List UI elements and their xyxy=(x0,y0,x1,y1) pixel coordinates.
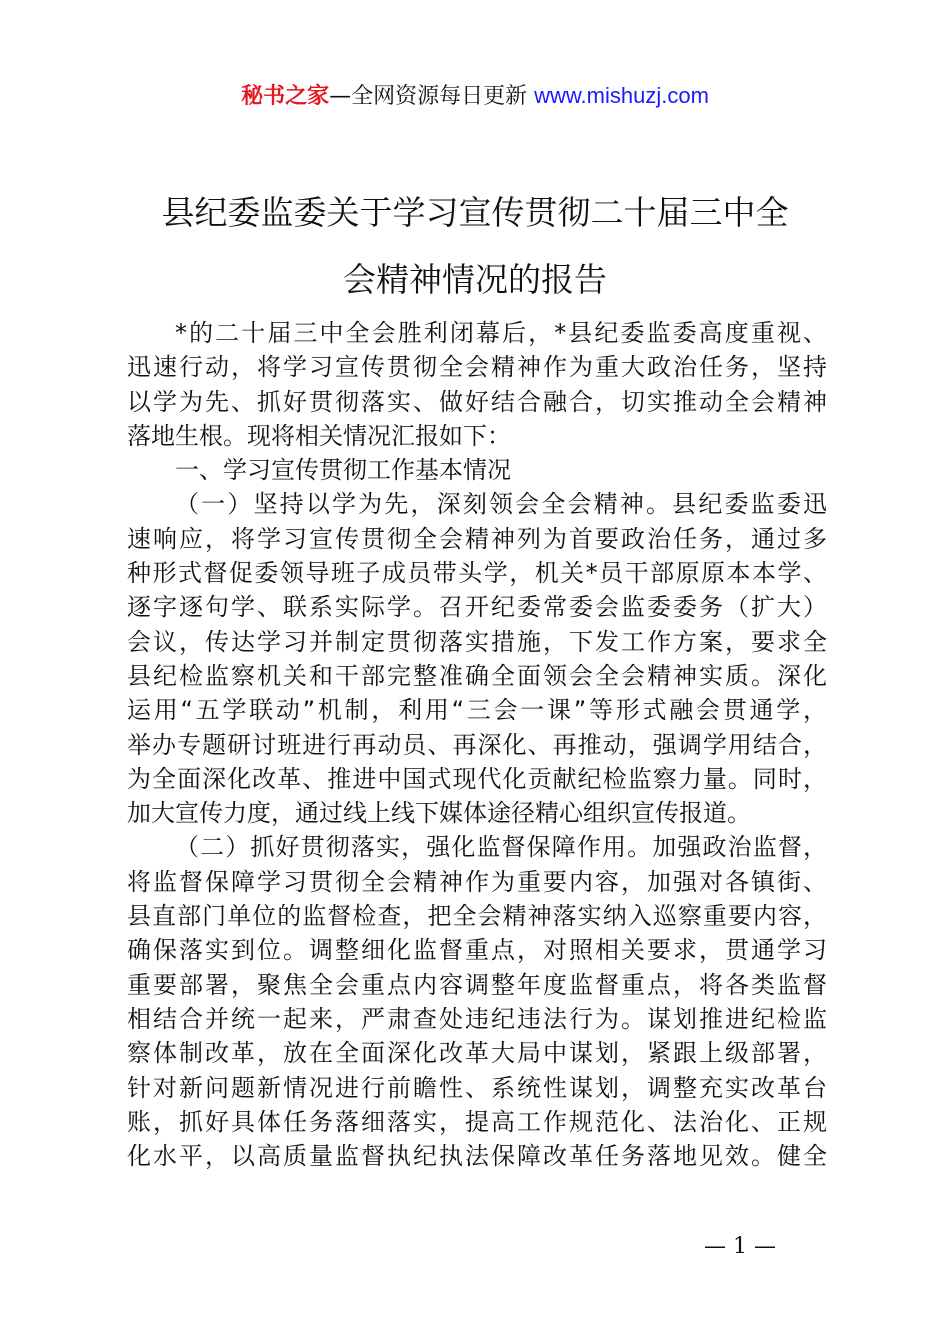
body-line: （一）坚持以学为先，深刻领会全会精神。县纪委监委迅 xyxy=(175,490,827,519)
body-line: 速响应，将学习宣传贯彻全会精神列为首要政治任务，通过多 xyxy=(127,524,827,553)
body-line: 为全面深化改革、推进中国式现代化贡献纪检监察力量。同时， xyxy=(127,764,827,793)
body-line: 以学为先、抓好贯彻落实、做好结合融合，切实推动全会精神 xyxy=(127,387,827,416)
body-line: （二）抓好贯彻落实，强化监督保障作用。加强政治监督， xyxy=(175,833,827,862)
document-body xyxy=(127,316,827,1173)
body-line: 运用“五学联动”机制，利用“三会一课”等形式融会贯通学， xyxy=(127,696,827,725)
page-number: — 1 — xyxy=(704,1234,776,1259)
site-url-link[interactable]: www.mishuzj.com xyxy=(534,83,709,108)
body-line: 举办专题研讨班进行再动员、再深化、再推动，强调学用结合， xyxy=(127,730,827,759)
body-line: 针对新问题新情况进行前瞻性、系统性谋划，调整充实改革台 xyxy=(127,1073,827,1102)
body-line: 重要部署，聚焦全会重点内容调整年度监督重点，将各类监督 xyxy=(127,970,827,999)
body-line: 相结合并统一起来，严肃查处违纪违法行为。谋划推进纪检监 xyxy=(127,1004,827,1033)
body-line: 账，抓好具体任务落细落实，提高工作规范化、法治化、正规 xyxy=(127,1107,827,1136)
body-line: 种形式督促委领导班子成员带头学，机关*员干部原原本本学、 xyxy=(127,559,827,588)
body-line: 逐字逐句学、联系实际学。召开纪委常委会监委委务（扩大） xyxy=(127,593,827,622)
body-line: 加大宣传力度，通过线上线下媒体途径精心组织宣传报道。 xyxy=(127,799,751,828)
body-line: 将监督保障学习贯彻全会精神作为重要内容，加强对各镇街、 xyxy=(127,867,827,896)
body-line: 确保落实到位。调整细化监督重点，对照相关要求，贯通学习 xyxy=(127,936,827,965)
document-title-line-1: 县纪委监委关于学习宣传贯彻二十届三中全 xyxy=(161,193,789,232)
body-line: *的二十届三中全会胜利闭幕后，*县纪委监委高度重视、 xyxy=(175,319,827,347)
body-line: 察体制改革，放在全面深化改革大局中谋划，紧跟上级部署， xyxy=(127,1039,827,1068)
body-line: 县直部门单位的监督检查，把全会精神落实纳入巡察重要内容， xyxy=(127,902,827,931)
body-line: 化水平，以高质量监督执纪执法保障改革任务落地见效。健全 xyxy=(127,1142,827,1171)
document-title-line-2: 会精神情况的报告 xyxy=(343,260,607,299)
site-banner xyxy=(0,80,950,113)
body-line: 落地生根。现将相关情况汇报如下： xyxy=(127,421,511,450)
body-line: 县纪检监察机关和干部完整准确全面领会全会精神实质。深化 xyxy=(127,661,827,690)
banner-tagline: —全网资源每日更新 xyxy=(329,84,535,109)
body-line: 迅速行动，将学习宣传贯彻全会精神作为重大政治任务，坚持 xyxy=(127,353,827,382)
section-heading: 一、学习宣传贯彻工作基本情况 xyxy=(175,456,511,485)
brand-name: 秘书之家 xyxy=(241,84,330,109)
body-line: 会议，传达学习并制定贯彻落实措施，下发工作方案，要求全 xyxy=(127,627,827,656)
